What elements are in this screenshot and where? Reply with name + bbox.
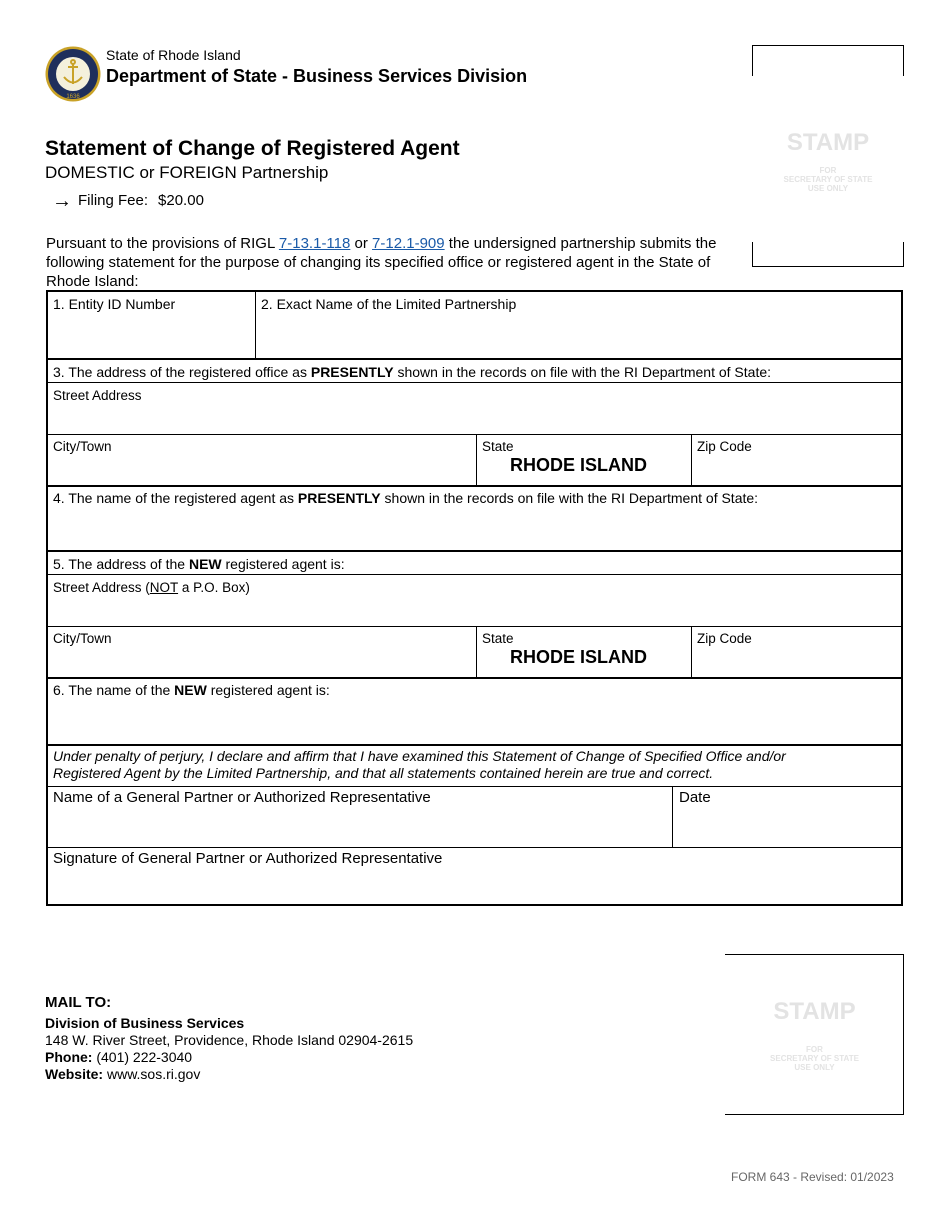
mail-to-block [45, 994, 413, 1083]
divider [48, 574, 901, 575]
perjury-declaration: Under penalty of perjury, I declare and affirm that I have examined this Statement of Change of Specified Office and/or Registered Agent by the Limited Partnership, and that all statements contained herein are true and correct. [53, 748, 786, 781]
signature-field[interactable] [48, 849, 901, 904]
stamp-secretary: SECRETARY OF STATE [770, 1054, 859, 1063]
department-name: Department of State - Business Services Division [106, 66, 528, 86]
arrow-right-icon: → [52, 189, 72, 212]
divider [672, 786, 673, 847]
filing-fee-amount: $20.00 [158, 192, 204, 209]
new-agent-label: 6. The name of the NEW registered agent is: [53, 682, 330, 698]
divider [48, 786, 901, 787]
stamp-use-only: USE ONLY [807, 184, 849, 193]
present-agent-label: 4. The name of the registered agent as PRESENTLY shown in the records on file with the RI Department of State: [53, 490, 759, 506]
present-city-field[interactable] [48, 436, 476, 485]
rigl-link-7-13-1-118[interactable]: 7-13.1-118 [278, 235, 351, 252]
present-street-field[interactable] [48, 384, 901, 434]
divider [48, 550, 901, 552]
new-state-label: State [482, 631, 514, 646]
lp-name-field[interactable] [257, 292, 901, 359]
divider [691, 626, 692, 677]
street-address-label: Street Address [53, 388, 142, 403]
stamp-use-only: USE ONLY [794, 1063, 835, 1072]
representative-name-label: Name of a General Partner or Authorized Representative [53, 789, 431, 806]
present-office-heading: 3. The address of the registered office as PRESENTLY shown in the records on file with the RI Department of State: [53, 364, 772, 380]
present-agent-field[interactable] [48, 510, 901, 550]
lp-name-label: 2. Exact Name of the Limited Partnership [261, 296, 517, 312]
rigl-link-7-12-1-909[interactable]: 7-12.1-909 [372, 235, 445, 252]
stamp-secretary: SECRETARY OF STATE [783, 175, 873, 184]
state-seal-logo [45, 46, 101, 102]
new-state-value: RHODE ISLAND [510, 647, 648, 667]
state-label: State [482, 439, 514, 454]
stamp-for: FOR [819, 166, 837, 175]
date-field[interactable] [674, 788, 901, 847]
stamp-label: STAMP [786, 129, 870, 156]
stamp-box-bottom [725, 954, 904, 1115]
intro-paragraph: Pursuant to the provisions of RIGL 7-13.1-118 or 7-12.1-909 the undersigned partnership submits the following statement for the purpose of changing its specified office or registered agent in the State of Rhode Island: [46, 235, 717, 290]
stamp-for: FOR [806, 1045, 823, 1054]
seal-year: 1636 [66, 94, 80, 100]
entity-id-label: 1. Entity ID Number [53, 296, 176, 312]
representative-name-field[interactable] [48, 788, 672, 847]
phone-line: Phone: (401) 222-3040 [45, 1049, 193, 1065]
present-state-value: RHODE ISLAND [510, 455, 648, 475]
divider [48, 485, 901, 487]
filing-fee-label: Filing Fee: [78, 192, 149, 209]
entity-id-field[interactable] [48, 292, 255, 359]
divider [476, 626, 477, 677]
present-zip-field[interactable] [693, 436, 901, 485]
mail-to-heading: MAIL TO: [45, 994, 112, 1011]
divider [48, 358, 901, 360]
new-street-field[interactable] [48, 576, 901, 626]
form-title: Statement of Change of Registered Agent [45, 137, 460, 160]
divider [48, 434, 901, 435]
filing-fee [52, 189, 204, 212]
new-address-heading: 5. The address of the NEW registered agent is: [53, 556, 345, 572]
state-name: State of Rhode Island [106, 47, 241, 63]
new-city-label: City/Town [53, 631, 112, 646]
new-city-field[interactable] [48, 628, 476, 677]
new-zip-field[interactable] [693, 628, 901, 677]
new-zip-label: Zip Code [697, 631, 752, 646]
divider [48, 847, 901, 848]
signature-label: Signature of General Partner or Authorized Representative [53, 850, 443, 867]
division-name: Division of Business Services [45, 1015, 245, 1031]
form-subtitle: DOMESTIC or FOREIGN Partnership [45, 163, 329, 182]
divider [255, 292, 256, 359]
divider [48, 382, 901, 383]
website-line: Website: www.sos.ri.gov [45, 1066, 201, 1082]
divider [691, 434, 692, 485]
divider [476, 434, 477, 485]
city-label: City/Town [53, 439, 112, 454]
stamp-box-top [752, 45, 904, 267]
divider [48, 744, 901, 746]
stamp-label: STAMP [773, 998, 856, 1025]
zip-label: Zip Code [697, 439, 752, 454]
new-agent-field[interactable] [48, 702, 901, 744]
divider [48, 626, 901, 627]
form-number: FORM 643 - Revised: 01/2023 [731, 1170, 894, 1184]
divider [48, 677, 901, 679]
new-street-label: Street Address (NOT a P.O. Box) [53, 580, 250, 595]
form-table [46, 290, 903, 906]
mailing-address: 148 W. River Street, Providence, Rhode Island 02904-2615 [45, 1032, 414, 1048]
date-label: Date [679, 789, 711, 806]
